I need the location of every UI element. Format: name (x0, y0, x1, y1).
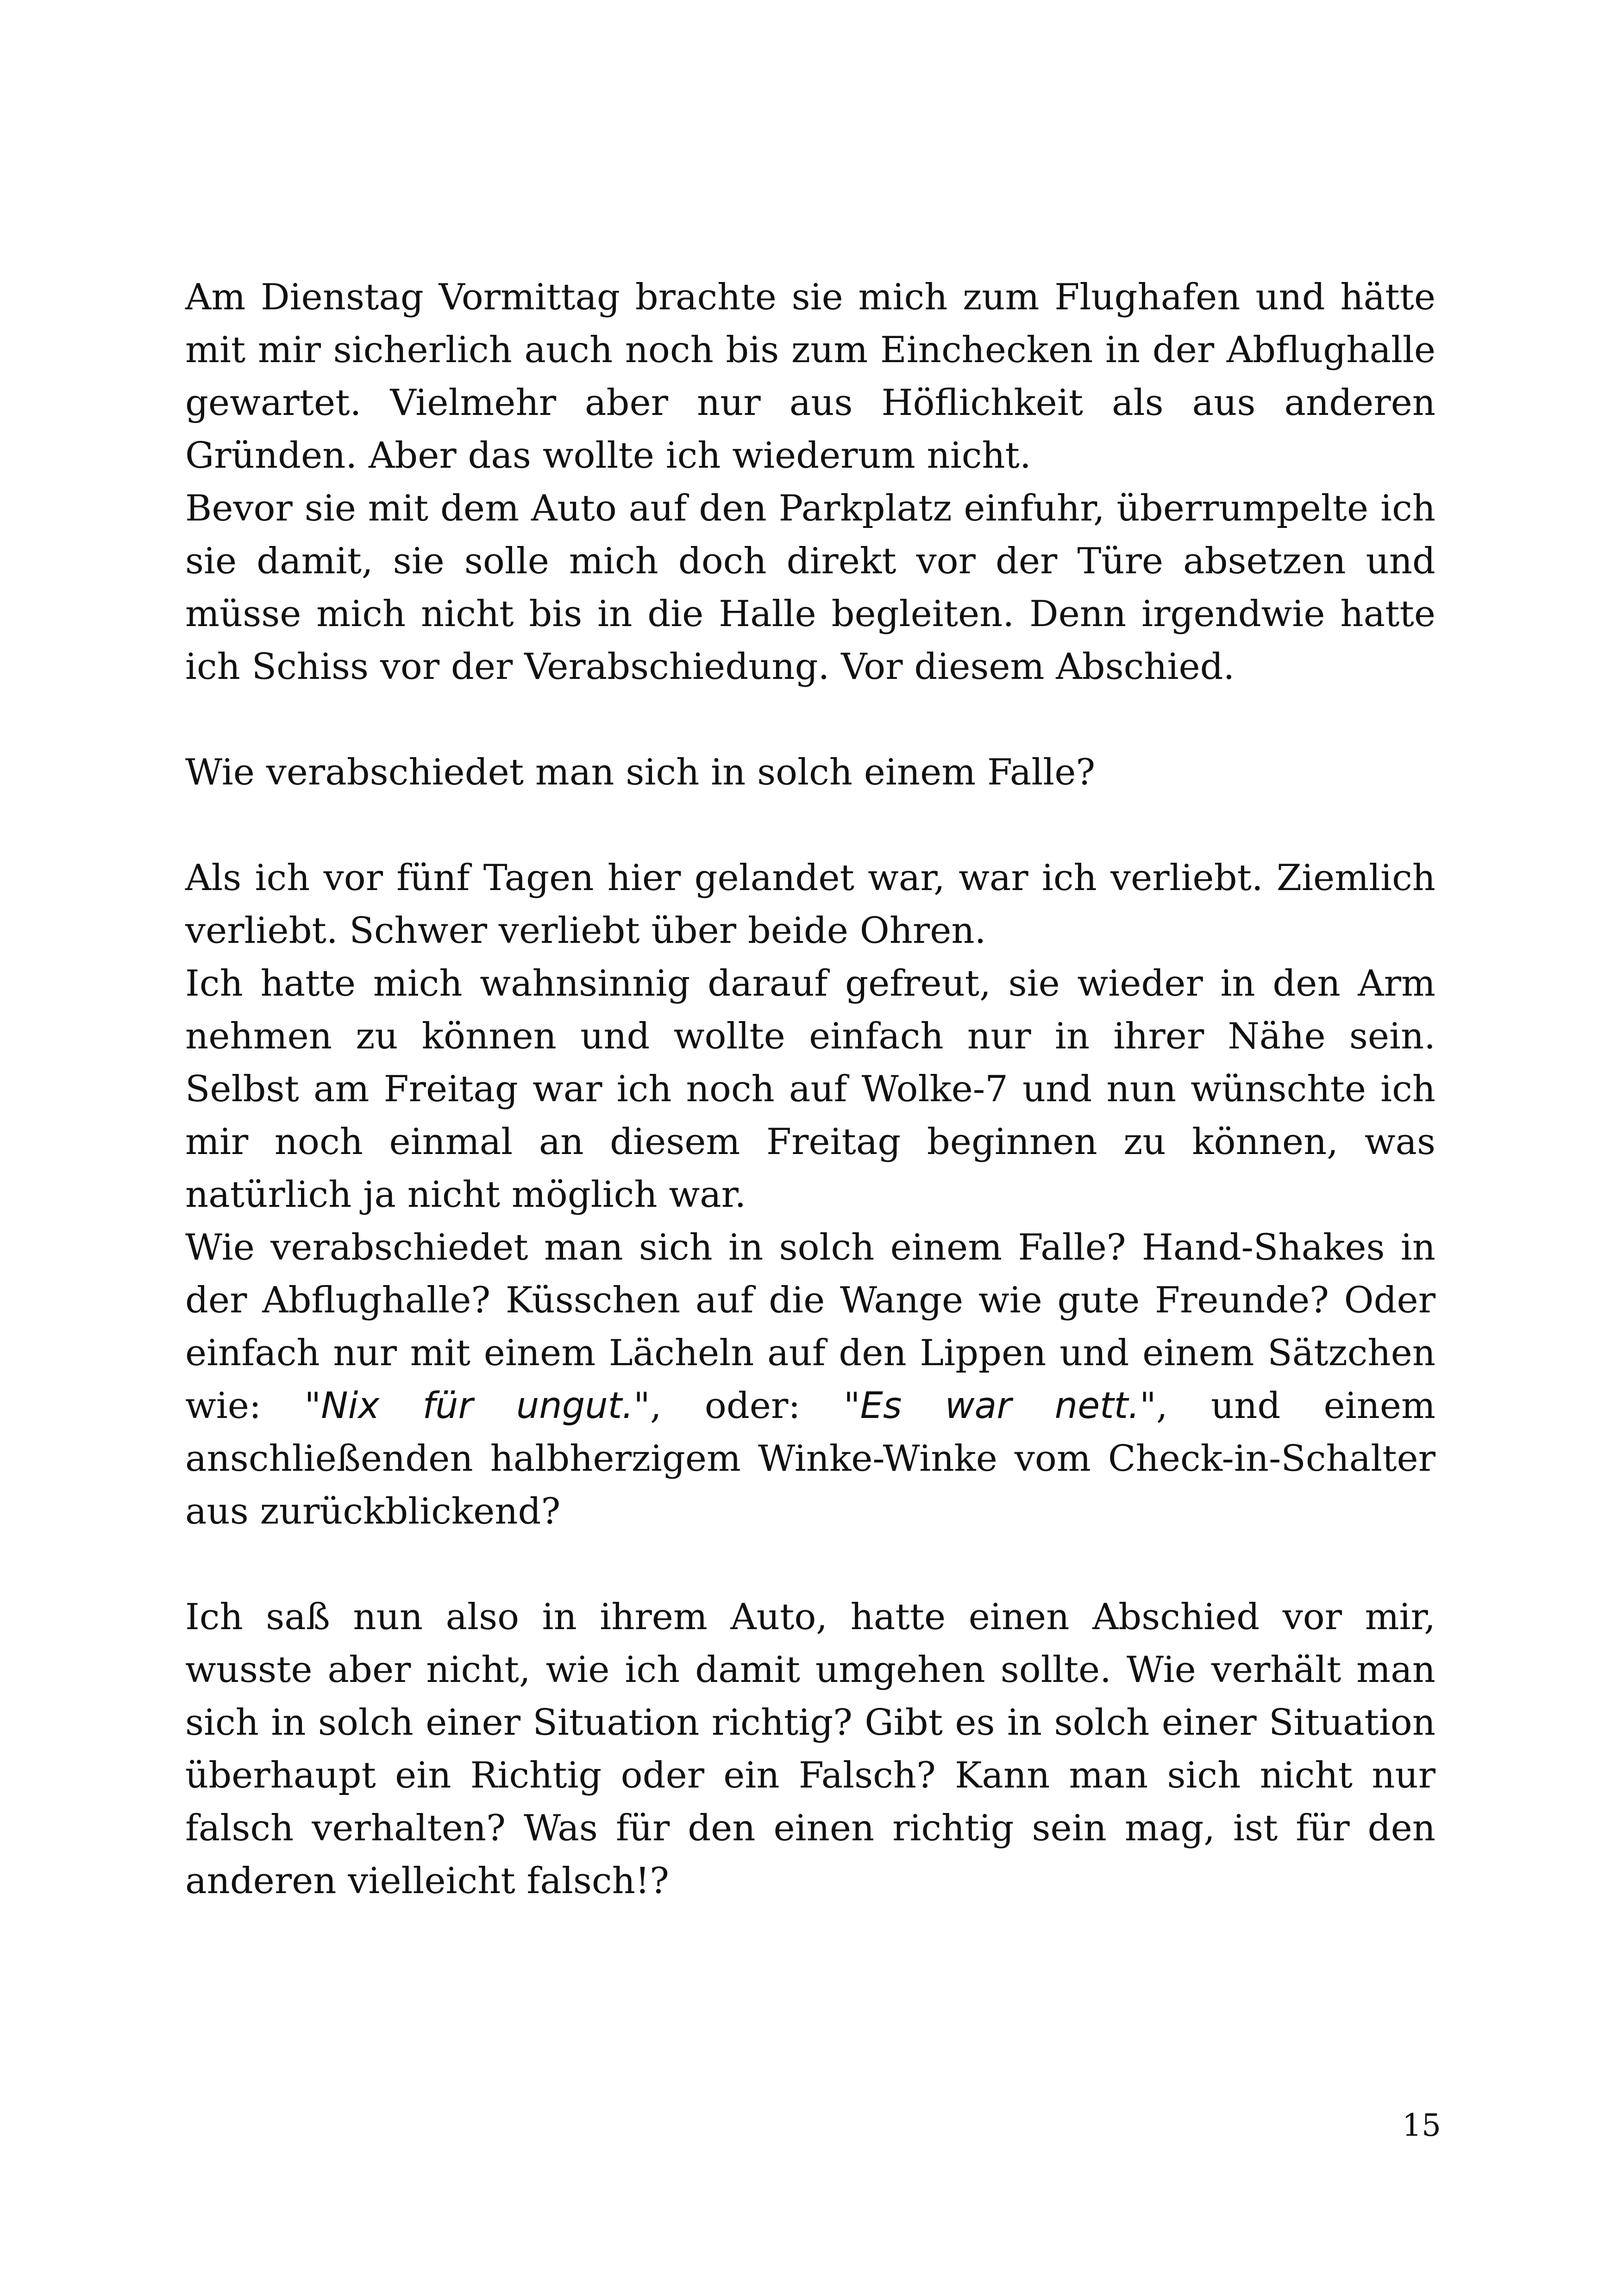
paragraph-gap (185, 693, 1435, 746)
paragraph-3: Wie verabschiedet man sich in solch einem Falle? (185, 752, 1096, 793)
paragraph-4: Als ich vor fünf Tagen hier gelandet war, war ich verliebt. Ziemlich verliebt. Schwer verliebt über beide Ohren. (185, 857, 1435, 952)
paragraph-6-text-3: ", und einem anschließenden halbherzigem Winke-Winke vom Check-in-Schalter aus zurückblickend? (185, 1385, 1435, 1532)
italic-quote-1: Nix für ungut. (321, 1385, 634, 1427)
italic-quote-2: Es war nett. (860, 1385, 1140, 1427)
paragraph-2: Bevor sie mit dem Auto auf den Parkplatz einfuhr, überrumpelte ich sie damit, sie solle mich doch direkt vor der Türe absetzen und müsse mich nicht bis in die Halle begleiten. Denn irgendwie hatte ich Schiss vor der Verabschiedung. Vor diesem Abschied. (185, 488, 1435, 688)
paragraph-5: Ich hatte mich wahnsinnig darauf gefreut, sie wieder in den Arm nehmen zu können und wollte einfach nur in ihrer Nähe sein. Selbst am Freitag war ich noch auf Wolke-7 und nun wünschte ich mir noch einmal an diesem Freitag beginnen zu können, was natürlich ja nicht möglich war. (185, 963, 1435, 1216)
paragraph-7: Ich saß nun also in ihrem Auto, hatte einen Abschied vor mir, wusste aber nicht, wie ich damit umgehen sollte. Wie verhält man sich in solch einer Situation richtig? Gibt es in solch einer Situation überhaupt ein Richtig oder ein Falsch? Kann man sich nicht nur falsch verhalten? Was für den einen richtig sein mag, ist für den anderen vielleicht falsch!? (185, 1596, 1435, 1902)
paragraph-gap (185, 1538, 1435, 1591)
paragraph-6-text-1: Wie verabschiedet man sich in solch einem Falle? Hand-Shakes in der Abflughalle? Küsschen auf die Wange wie gute Freunde? Oder einfach nur mit einem Lächeln auf den Lippen und einem Sätzchen wie: " (185, 1227, 1435, 1427)
page-number: 15 (1402, 2108, 1441, 2143)
paragraph-6 (185, 1221, 1435, 1538)
paragraph-gap (185, 799, 1435, 852)
paragraph-6-text-2: ", oder: " (633, 1385, 860, 1427)
paragraph-1: Am Dienstag Vormittag brachte sie mich zum Flughafen und hätte mit mir sicherlich auch noch bis zum Einchecken in der Abflughalle gewartet. Vielmehr aber nur aus Höflichkeit als aus anderen Gründen. Aber das wollte ich wiederum nicht. (185, 276, 1435, 477)
body-text (185, 271, 1435, 1907)
